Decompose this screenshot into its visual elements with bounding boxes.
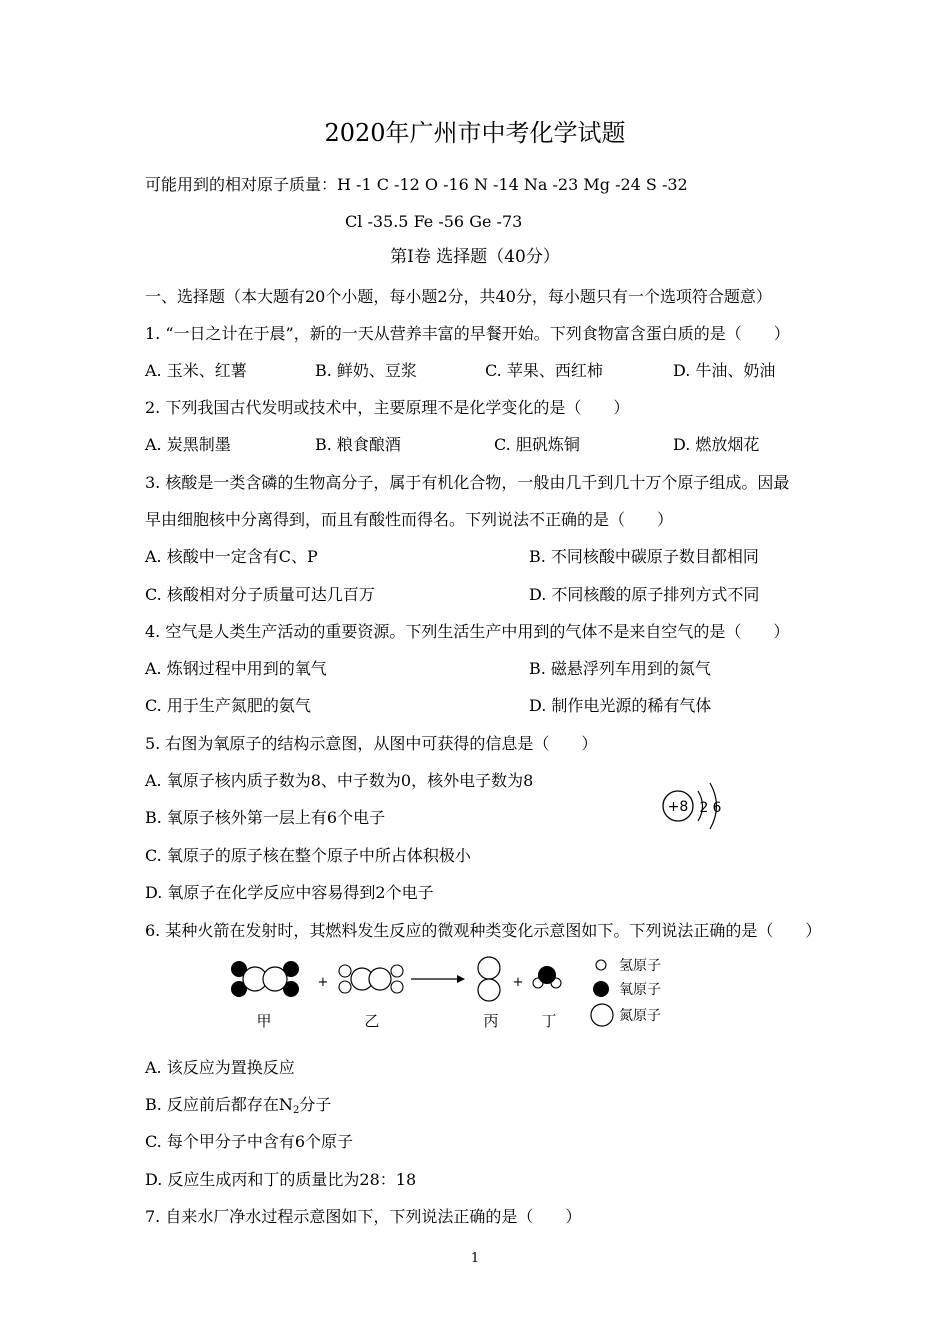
q6-option-b — [145, 1095, 331, 1121]
atomic-masses-line-1: 可能用到的相对原子质量：H -1 C -12 O -16 N -14 Na -23 Mg -24 S -32 — [145, 175, 688, 194]
molecule-bing — [478, 957, 500, 1001]
q6-option-b-subscript: 2 — [292, 1105, 300, 1116]
question-4-stem: 4. 空气是人类生产活动的重要资源。下列生活生产中用到的气体不是来自空气的是（ ） — [145, 622, 790, 641]
o-atom — [538, 966, 556, 984]
o-atom — [339, 965, 351, 977]
legend-hydrogen-label: 氢原子 — [619, 958, 661, 974]
shell-1-electrons: 2 — [699, 800, 709, 816]
q6-option-b-text: B. 反应前后都存在N — [145, 1095, 293, 1114]
q3-option-b: B. 不同核酸中碳原子数目都相同 — [529, 547, 759, 566]
label-ding: 丁 — [541, 1012, 557, 1030]
page-number: 1 — [470, 1251, 480, 1266]
q1-option-a: A. 玉米、红薯 — [145, 361, 247, 380]
page-title: 2020年广州市中考化学试题 — [324, 119, 626, 147]
o-atom — [391, 981, 403, 993]
shell-2-electrons: 6 — [712, 800, 722, 816]
q6-option-d: D. 反应生成丙和丁的质量比为28：18 — [145, 1170, 417, 1189]
question-3-stem-line-1: 3. 核酸是一类含磷的生物高分子，属于有机化合物，一般由几千到几十万个原子组成。因最 — [145, 473, 790, 492]
instructions: 一、选择题（本大题有20个小题，每小题2分，共40分，每小题只有一个选项符合题意） — [145, 287, 772, 306]
q5-option-c: C. 氧原子的原子核在整个原子中所占体积极小 — [145, 846, 471, 865]
q4-option-a: A. 炼钢过程中用到的氧气 — [145, 659, 327, 678]
atomic-masses-line-2: Cl -35.5 Fe -56 Ge -73 — [345, 212, 523, 231]
q1-option-d: D. 牛油、奶油 — [673, 361, 776, 380]
n-atom — [263, 967, 287, 991]
label-bing: 丙 — [483, 1012, 499, 1030]
q3-option-c: C. 核酸相对分子质量可达几百万 — [145, 585, 375, 604]
q4-option-b: B. 磁悬浮列车用到的氮气 — [529, 659, 711, 678]
reaction-diagram — [225, 955, 685, 1035]
legend-oxygen-swatch — [593, 981, 609, 997]
plus-sign-1: + — [317, 975, 329, 990]
o-atom — [391, 965, 403, 977]
q2-option-d: D. 燃放烟花 — [673, 435, 760, 454]
n-atom — [478, 979, 500, 1001]
molecule-yi — [339, 965, 403, 993]
legend-nitrogen-label: 氮原子 — [619, 1008, 661, 1024]
q4-option-c: C. 用于生产氮肥的氨气 — [145, 696, 311, 715]
legend-oxygen-label: 氧原子 — [619, 982, 661, 998]
question-5-stem: 5. 右图为氧原子的结构示意图，从图中可获得的信息是（ ） — [145, 734, 598, 753]
q5-option-a: A. 氧原子核内质子数为8、中子数为0，核外电子数为8 — [145, 771, 534, 790]
q2-option-c: C. 胆矾炼铜 — [494, 435, 580, 454]
q4-option-d: D. 制作电光源的稀有气体 — [529, 696, 712, 715]
molecule-jia — [231, 961, 299, 997]
label-yi: 乙 — [364, 1012, 380, 1030]
n-atom — [478, 957, 500, 979]
legend-nitrogen-swatch — [591, 1004, 613, 1026]
q3-option-d: D. 不同核酸的原子排列方式不同 — [529, 585, 760, 604]
plus-sign-2: + — [512, 975, 524, 990]
question-3-stem-line-2: 早由细胞核中分离得到，而且有酸性而得名。下列说法不正确的是（ ） — [145, 510, 674, 529]
q6-option-b-tail: 分子 — [299, 1095, 332, 1114]
question-6-stem: 6. 某种火箭在发射时，其燃料发生反应的微观种类变化示意图如下。下列说法正确的是（ ） — [145, 921, 822, 940]
q5-option-d: D. 氧原子在化学反应中容易得到2个电子 — [145, 883, 434, 902]
question-7-stem: 7. 自来水厂净水过程示意图如下，下列说法正确的是（ ） — [145, 1207, 582, 1226]
o-atom — [339, 981, 351, 993]
q1-option-c: C. 苹果、西红柿 — [485, 361, 603, 380]
legend-hydrogen-swatch — [596, 960, 606, 970]
reaction-arrow — [411, 975, 465, 983]
q6-option-c: C. 每个甲分子中含有6个原子 — [145, 1132, 354, 1151]
q3-option-a: A. 核酸中一定含有C、P — [145, 547, 318, 566]
nucleus-charge: +8 — [667, 799, 689, 815]
q2-option-b: B. 粮食酿酒 — [315, 435, 401, 454]
label-jia: 甲 — [256, 1012, 272, 1030]
q1-option-b: B. 鲜奶、豆浆 — [315, 361, 417, 380]
n-atom — [369, 968, 391, 990]
legend — [591, 958, 661, 1026]
question-1-stem: 1. “一日之计在于晨”，新的一天从营养丰富的早餐开始。下列食物富含蛋白质的是（ ） — [145, 324, 790, 343]
q2-option-a: A. 炭黑制墨 — [145, 435, 231, 454]
oxygen-atom-diagram — [655, 770, 735, 842]
q5-option-b: B. 氧原子核外第一层上有6个电子 — [145, 808, 386, 827]
molecule-ding — [533, 966, 561, 988]
q6-option-a: A. 该反应为置换反应 — [145, 1058, 295, 1077]
question-2-stem: 2. 下列我国古代发明或技术中，主要原理不是化学变化的是（ ） — [145, 398, 630, 417]
section-title: 第Ⅰ卷 选择题（40分） — [390, 247, 560, 267]
